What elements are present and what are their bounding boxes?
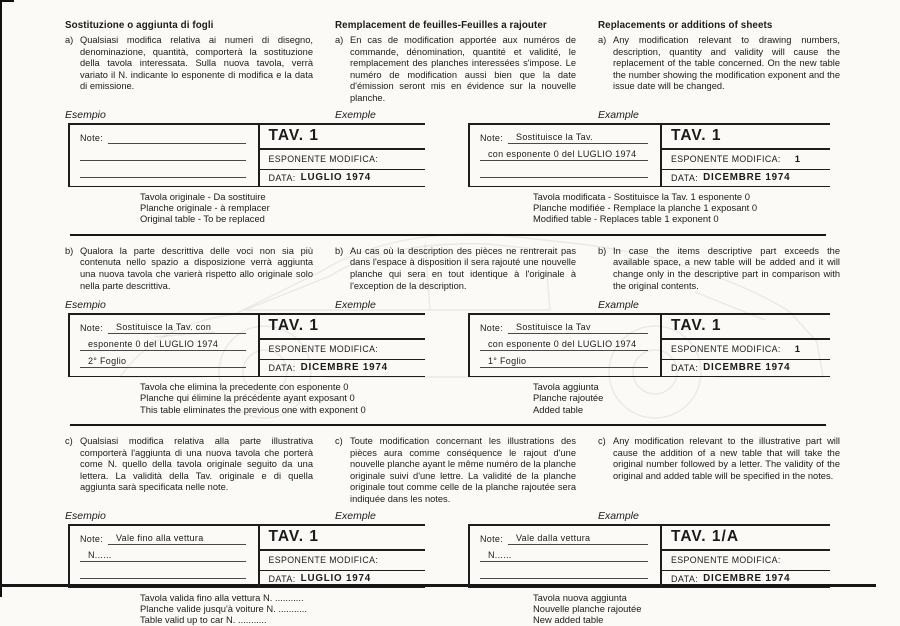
note-area xyxy=(70,315,258,376)
note-line-1: Vale dalla vettura xyxy=(508,533,648,545)
column-english xyxy=(598,436,840,523)
table-header-area xyxy=(258,315,426,376)
exponent-label: ESPONENTE MODIFICA: xyxy=(268,555,379,566)
note-label: Note: xyxy=(480,132,504,143)
note-line-3 xyxy=(480,176,648,178)
date-value: LUGLIO 1974 xyxy=(300,573,371,585)
note-line-2: con esponente 0 del LUGLIO 1974 xyxy=(480,149,648,161)
date-value: DICEMBRE 1974 xyxy=(703,573,791,585)
paragraph-french-c: Toute modification concernant les illustrations des pièces aura comme conséquence le rajout d'une nouvelle planche ayant le même numéro de la planche originale suivi d'une lettre. La validité de la planche originale tout comme celle de la planche rajoutée sera indiquée dans les notes. xyxy=(350,436,576,504)
item-marker: a) xyxy=(335,35,344,45)
note-line-3 xyxy=(480,577,648,579)
note-line-3 xyxy=(80,176,246,178)
date-label: DATA: xyxy=(671,573,699,584)
exponent-value: 1 xyxy=(794,343,801,355)
item-marker: a) xyxy=(65,35,74,45)
section-divider xyxy=(70,424,826,426)
item-marker: c) xyxy=(65,436,73,446)
box-caption: Tavola originale - Da sostituire Planche originale - à remplacer Original table - To be replaced xyxy=(140,190,270,225)
date-label: DATA: xyxy=(671,172,699,183)
paragraph-english-c: Any modification relevant to the illustrative part will cause the addition of a new table that will take the original number followed by a letter. The validity of the original and added table will be specified in the notes. xyxy=(613,436,840,481)
table-number: TAV. 1 xyxy=(268,127,320,145)
table-number: TAV. 1 xyxy=(671,127,722,145)
section-a xyxy=(65,20,840,225)
date-label: DATA: xyxy=(268,573,296,584)
note-area xyxy=(70,526,258,587)
note-line-1: Sostituisce la Tav. xyxy=(508,132,648,144)
table-header-area xyxy=(258,125,426,186)
item-marker: b) xyxy=(598,245,607,256)
column-italian xyxy=(65,20,335,122)
box-caption: Tavola modificata - Sostituisce la Tav. 1 esponente 0 Planche modifiée - Remplace la planche 1 exposant 0 Modified table - Replaces table 1 exponent 0 xyxy=(533,190,758,225)
box-caption: Tavola valida fino alla vettura N. ........... Planche valide jusqu'à voiture N. ........... Table valid up to car N. ........... xyxy=(140,591,307,626)
item-marker: c) xyxy=(335,436,343,446)
note-line-3 xyxy=(80,577,246,579)
note-line-1: Sostituisce la Tav xyxy=(508,322,648,334)
example-label-fr: Exemple xyxy=(335,298,376,311)
example-label-it: Esempio xyxy=(65,298,106,311)
note-label: Note: xyxy=(480,322,504,333)
note-line-2: esponente 0 del LUGLIO 1974 xyxy=(80,339,246,351)
note-area xyxy=(470,526,660,587)
heading-english: Replacements or additions of sheets xyxy=(598,20,773,31)
table-header-area xyxy=(660,315,830,376)
date-label: DATA: xyxy=(671,362,699,373)
example-box xyxy=(68,313,425,377)
table-number: TAV. 1 xyxy=(268,528,320,546)
box-caption: Tavola nuova aggiunta Nouvelle planche rajoutée New added table xyxy=(533,591,642,626)
heading-french: Remplacement de feuilles-Feuilles a rajouter xyxy=(335,20,547,31)
column-french xyxy=(335,436,598,523)
section-b xyxy=(65,246,840,415)
example-label-fr: Exemple xyxy=(335,108,376,121)
column-french xyxy=(335,20,598,122)
note-line-2: N...... xyxy=(80,550,246,562)
exponent-label: ESPONENTE MODIFICA: xyxy=(268,154,379,165)
example-box xyxy=(68,524,425,588)
item-marker: b) xyxy=(65,245,74,256)
date-value: DICEMBRE 1974 xyxy=(300,362,388,374)
paragraph-french-b: Au cas où la description des pièces ne rentrerait pas dans l'espace à disposition il sera rajouté une nouvelle planche qui sera en tout identique à l'originale à l'exception de la description. xyxy=(350,245,576,291)
date-label: DATA: xyxy=(268,172,296,183)
note-line-2: N...... xyxy=(480,550,648,562)
paragraph-italian-c: Qualsiasi modifica relativa alla parte illustrativa comporterà l'aggiunta di una nuova tavola che porterà come N. quello della tavola originale seguito da una lettera. La validità della Tav. originale e di quella aggiunta sarà specificata nelle note. xyxy=(80,436,313,493)
note-area xyxy=(470,125,660,186)
item-marker: a) xyxy=(598,35,607,45)
note-line-3: 2° Foglio xyxy=(80,356,246,368)
paragraph-italian-b: Qualora la parte descrittiva delle voci non sia più contenuta nello spazio a disposizione verrà aggiunta una nuova tavola che varierà rispetto allo originale solo nella parte descrittiva. xyxy=(80,245,313,291)
column-italian xyxy=(65,436,335,523)
column-french xyxy=(335,246,598,312)
note-label: Note: xyxy=(80,132,104,143)
paragraph-french-a: En cas de modification apportée aux numéros de commande, dénomination, quantité et validité, le remplacement des planches interessées s'impose. Le numéro de modification aussi bien que la date d'émission seront mis en évidence sur la nouvelle planche. xyxy=(350,35,576,103)
table-number: TAV. 1 xyxy=(671,317,722,335)
note-line-1: Sostituisce la Tav. con xyxy=(108,322,245,334)
column-italian xyxy=(65,246,335,312)
exponent-label: ESPONENTE MODIFICA: xyxy=(671,344,781,355)
exponent-label: ESPONENTE MODIFICA: xyxy=(671,555,781,566)
note-area xyxy=(70,125,258,186)
box-caption: Tavola che elimina la precedente con esponente 0 Planche qui élimine la précédente ayant exposant 0 This table eliminates the previous one with exponent 0 xyxy=(140,380,366,415)
example-box xyxy=(468,123,830,187)
table-number: TAV. 1/A xyxy=(671,528,740,546)
note-area xyxy=(470,315,660,376)
date-value: LUGLIO 1974 xyxy=(300,172,371,184)
date-label: DATA: xyxy=(268,362,296,373)
example-label-fr: Exemple xyxy=(335,509,376,522)
table-number: TAV. 1 xyxy=(268,317,320,335)
date-value: DICEMBRE 1974 xyxy=(703,362,791,374)
section-c xyxy=(65,436,840,626)
example-label-it: Esempio xyxy=(65,509,106,522)
example-label-it: Esempio xyxy=(65,108,106,121)
table-header-area xyxy=(660,526,830,587)
date-value: DICEMBRE 1974 xyxy=(703,172,791,184)
item-marker: c) xyxy=(598,436,606,446)
note-label: Note: xyxy=(480,533,504,544)
table-header-area xyxy=(258,526,426,587)
note-line-3: 1° Foglio xyxy=(480,356,648,368)
exponent-label: ESPONENTE MODIFICA: xyxy=(671,154,781,165)
paragraph-italian-a: Qualsiasi modifica relativa ai numeri di disegno, denominazione, quantità, comporterà la sostituzione della tavola interessata. Sulla nuova tavola, verrà variato il N. indicante lo esponente di modifica e la data di emissione. xyxy=(80,35,313,92)
heading-italian: Sostituzione o aggiunta di fogli xyxy=(65,20,214,31)
example-label-en: Example xyxy=(598,108,639,121)
exponent-value: 1 xyxy=(794,153,801,165)
paragraph-english-a: Any modification relevant to drawing numbers, description, quantity and validity will cause the replacement of the table concerned. On the new table the number showing the modification exponent and the issue date will be changed. xyxy=(613,35,840,92)
column-english xyxy=(598,20,840,122)
table-header-area xyxy=(660,125,830,186)
exponent-label: ESPONENTE MODIFICA: xyxy=(268,344,379,355)
example-label-en: Example xyxy=(598,298,639,311)
note-line-1: Vale fino alla vettura xyxy=(108,533,245,545)
example-label-en: Example xyxy=(598,509,639,522)
box-caption: Tavola aggiunta Planche rajoutée Added table xyxy=(533,380,604,415)
example-box xyxy=(68,123,425,187)
paragraph-english-b: In case the items descriptive part exceeds the available space, a new table will be added and it will change only in the descriptive part in comparison with the original contents. xyxy=(613,245,840,291)
note-label: Note: xyxy=(80,533,104,544)
example-box xyxy=(468,524,830,588)
section-divider xyxy=(70,234,826,236)
item-marker: b) xyxy=(335,245,344,256)
example-box xyxy=(468,313,830,377)
column-english xyxy=(598,246,840,312)
note-line-2: con esponente 0 del LUGLIO 1974 xyxy=(480,339,648,351)
note-label: Note: xyxy=(80,322,104,333)
